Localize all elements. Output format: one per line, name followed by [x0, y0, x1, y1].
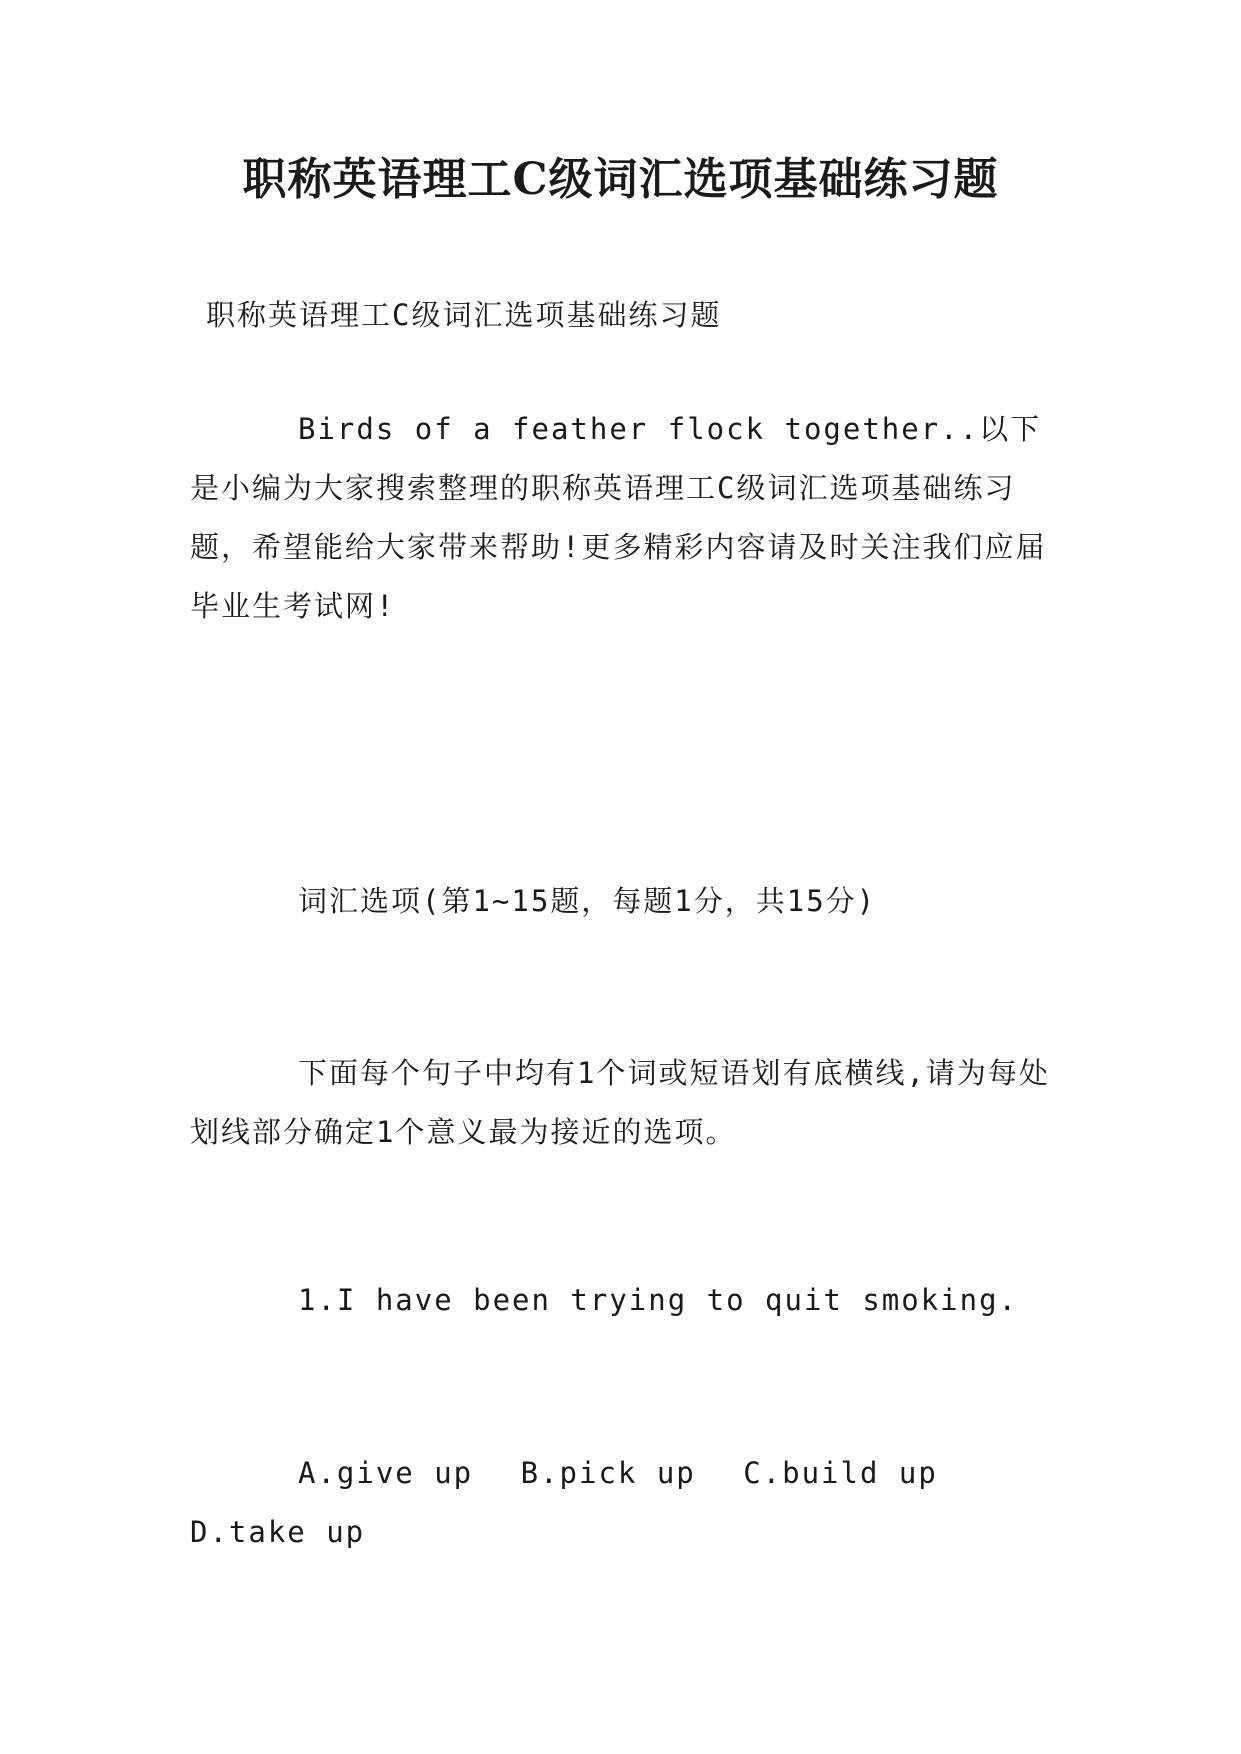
option-b: B.pick up — [520, 1456, 696, 1490]
document-title: 职称英语理工C级词汇选项基础练习题 — [242, 154, 999, 205]
option-d: D.take up — [190, 1515, 366, 1549]
question-1-text: 1.I have been trying to quit smoking. — [298, 1283, 1019, 1317]
section-header: 词汇选项(第1~15题，每题1分，共15分) — [298, 884, 877, 918]
instructions-paragraph: 下面每个句子中均有1个词或短语划有底横线,请为每处划线部分确定1个意义最为接近的选项。 — [190, 1056, 1050, 1149]
document-subtitle: 职称英语理工C级词汇选项基础练习题 — [206, 298, 722, 332]
option-c: C.build up — [743, 1456, 938, 1490]
option-a: A.give up — [298, 1456, 474, 1490]
intro-paragraph: Birds of a feather flock together..以下是小编为大家搜索整理的职称英语理工C级词汇选项基础练习题，希望能给大家带来帮助!更多精彩内容请及时关注我们应届毕业生考试网! — [190, 412, 1047, 623]
question-1-options — [190, 1444, 1050, 1562]
